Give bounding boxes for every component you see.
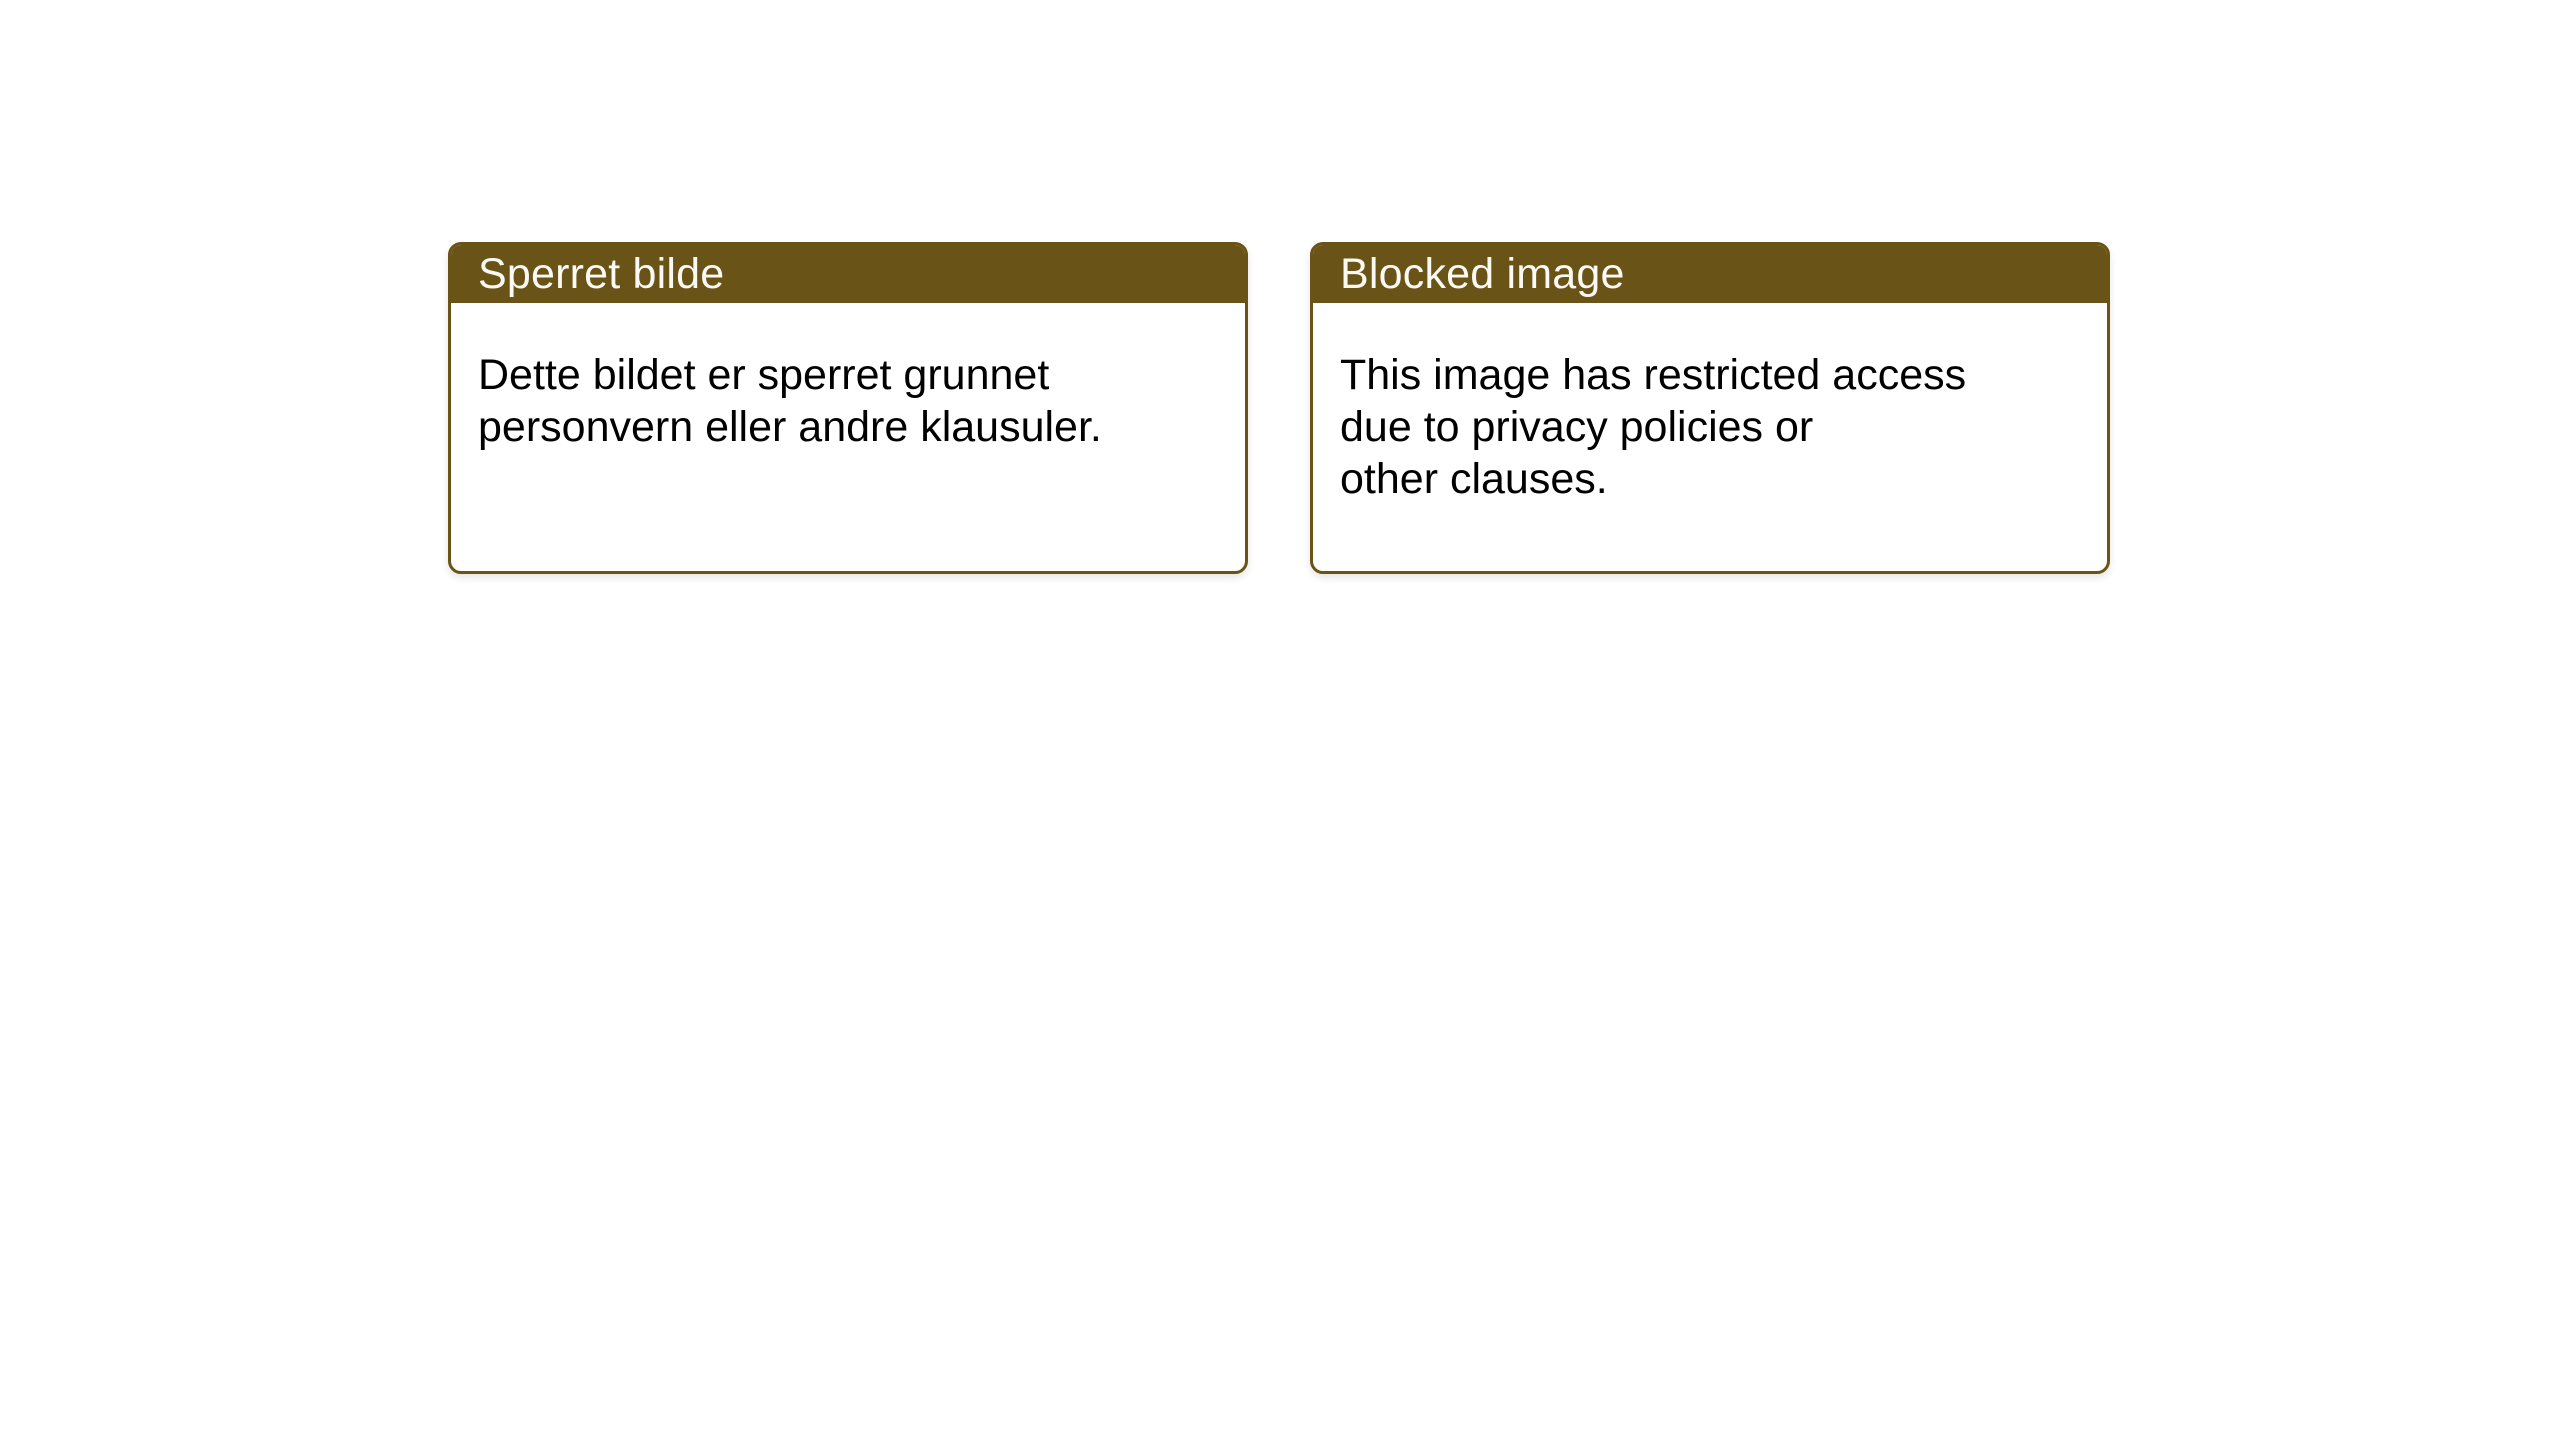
- card-header: [451, 245, 1245, 303]
- blocked-image-card-norwegian: [448, 242, 1248, 574]
- card-body: [1313, 303, 2107, 505]
- body-line: This image has restricted access: [1340, 351, 1967, 399]
- card-title: Blocked image: [1340, 249, 1625, 298]
- blocked-image-card-english: [1310, 242, 2110, 574]
- card-body: [451, 303, 1245, 453]
- body-line: Dette bildet er sperret grunnet: [478, 351, 1050, 399]
- card-header: [1313, 245, 2107, 303]
- body-line: other clauses.: [1340, 455, 1608, 503]
- card-title: Sperret bilde: [478, 249, 725, 298]
- body-line: due to privacy policies or: [1340, 403, 1814, 451]
- body-line: personvern eller andre klausuler.: [478, 403, 1102, 451]
